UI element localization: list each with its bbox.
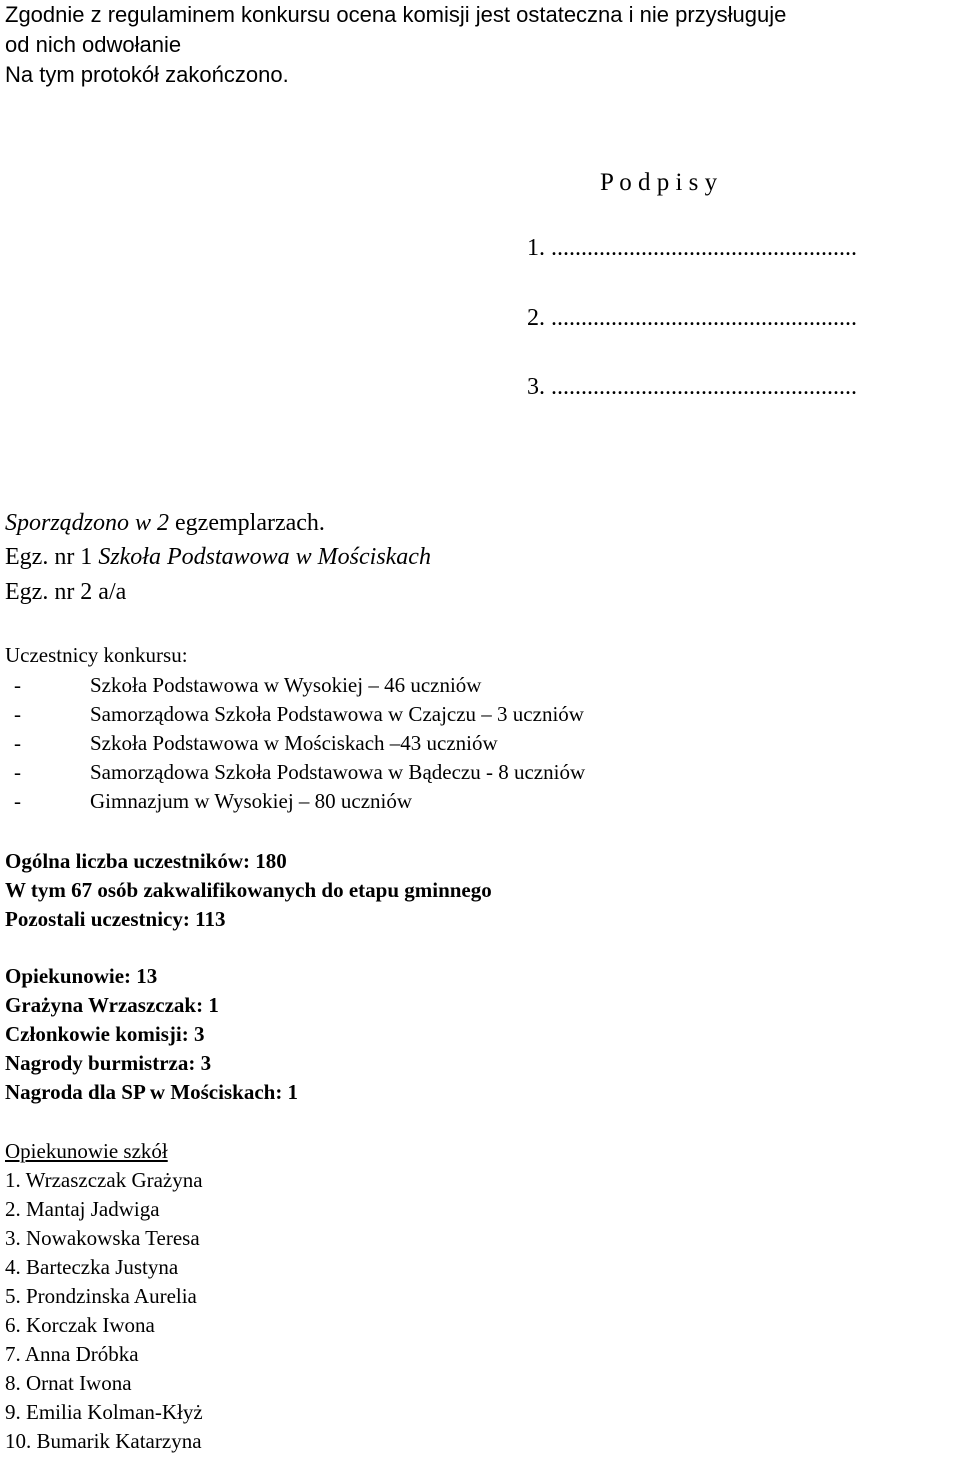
copies-line-3: Egz. nr 2 a/a: [5, 579, 127, 605]
intro-line-3: Na tym protokół zakończono.: [5, 62, 289, 87]
signature-line-1: 1. ...................................................: [527, 235, 857, 261]
signature-line-2: 2. ...................................................: [527, 305, 857, 331]
participant-text: Szkoła Podstawowa w Mościskach –43 uczniów: [90, 731, 498, 755]
guardian-item: 1. Wrzaszczak Grażyna: [5, 1168, 203, 1192]
bullet-dash: -: [14, 673, 21, 697]
intro-line-2: od nich odwołanie: [5, 32, 182, 57]
participant-text: Gimnazjum w Wysokiej – 80 uczniów: [90, 789, 413, 813]
signatures-title: P o d p i s y: [600, 169, 718, 196]
participant-text: Szkoła Podstawowa w Wysokiej – 46 uczniów: [90, 673, 482, 697]
participants-heading: Uczestnicy konkursu:: [5, 643, 188, 667]
guardian-item: 5. Prondzinska Aurelia: [5, 1284, 197, 1308]
copies-line-1-rest: egzemplarzach.: [169, 510, 325, 536]
copies-line-2-italic: Szkoła Podstawowa w Mościskach: [98, 544, 431, 570]
stats-total: Ogólna liczba uczestników: 180: [5, 849, 287, 873]
guardian-item: 4. Barteczka Justyna: [5, 1255, 179, 1279]
stats-remaining: Pozostali uczestnicy: 113: [5, 907, 226, 931]
summary-sp-prize: Nagroda dla SP w Mościskach: 1: [5, 1080, 299, 1104]
school-guardians-heading: Opiekunowie szkół: [5, 1139, 168, 1163]
signature-line-3: 3. ...................................................: [527, 374, 857, 400]
guardian-item: 3. Nowakowska Teresa: [5, 1226, 200, 1250]
summary-commission: Członkowie komisji: 3: [5, 1022, 205, 1046]
guardian-item: 6. Korczak Iwona: [5, 1313, 155, 1337]
bullet-dash: -: [14, 731, 21, 755]
intro-line-1: Zgodnie z regulaminem konkursu ocena komisji jest ostateczna i nie przysługuje: [5, 2, 787, 27]
copies-line-1-italic: Sporządzono w 2: [5, 510, 170, 536]
guardian-item: 7. Anna Dróbka: [5, 1342, 139, 1366]
copies-line-2: [5, 542, 431, 572]
copies-line-2-prefix: Egz. nr 1: [5, 544, 99, 570]
participant-text: Samorządowa Szkoła Podstawowa w Bądeczu - 8 uczniów: [90, 760, 586, 784]
stats-qualified: W tym 67 osób zakwalifikowanych do etapu gminnego: [5, 878, 492, 902]
participant-text: Samorządowa Szkoła Podstawowa w Czajczu – 3 uczniów: [90, 702, 584, 726]
summary-mayor-prizes: Nagrody burmistrza: 3: [5, 1051, 212, 1075]
bullet-dash: -: [14, 702, 21, 726]
bullet-dash: -: [14, 789, 21, 813]
summary-guardians: Opiekunowie: 13: [5, 964, 158, 988]
guardian-item: 8. Ornat Iwona: [5, 1371, 132, 1395]
bullet-dash: -: [14, 760, 21, 784]
guardian-item: 9. Emilia Kolman-Kłyż: [5, 1400, 203, 1424]
guardian-item: 2. Mantaj Jadwiga: [5, 1197, 160, 1221]
copies-line-1: [5, 508, 325, 538]
summary-wrzaszczak: Grażyna Wrzaszczak: 1: [5, 993, 219, 1017]
guardian-item: 10. Bumarik Katarzyna: [5, 1429, 202, 1453]
